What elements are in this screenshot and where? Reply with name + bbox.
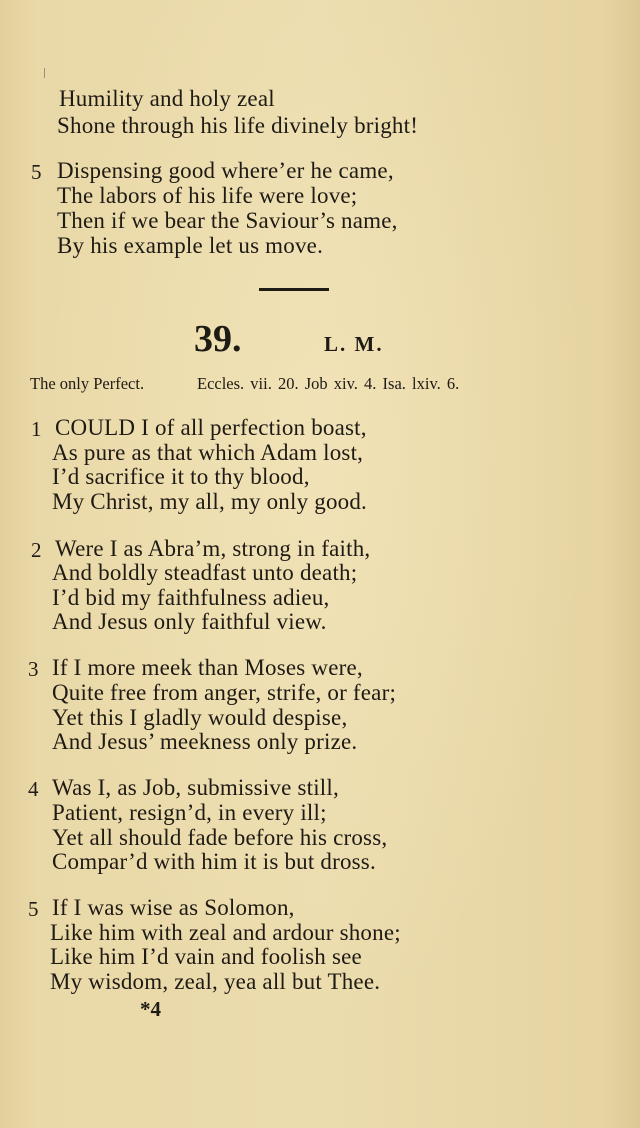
verse-line: Dispensing good where’er he came, — [57, 158, 394, 183]
stanza-number: 5 — [31, 160, 42, 184]
verse-line: Compar’d with him it is but dross. — [52, 849, 376, 874]
verse-line: As pure as that which Adam lost, — [52, 440, 364, 465]
stanza-number: 4 — [28, 777, 39, 801]
verse-line: If I was wise as Solomon, — [52, 895, 295, 920]
verse-line: And Jesus’ meekness only prize. — [52, 729, 358, 754]
verse-line: If I more meek than Moses were, — [52, 655, 363, 680]
verse-line: And boldly steadfast unto death; — [52, 560, 358, 585]
verse-line: COULD I of all perfection boast, — [55, 415, 367, 440]
stanza-number: 2 — [31, 538, 42, 562]
hymn-meter: L. M. — [324, 332, 384, 356]
stanza-number: 1 — [31, 417, 42, 441]
verse-line: Like him with zeal and ardour shone; — [50, 920, 401, 945]
verse-line: Shone through his life divinely bright! — [57, 113, 419, 138]
verse-line: Was I, as Job, submissive still, — [52, 775, 339, 800]
scripture-reference: Eccles. vii. 20. Job xiv. 4. Isa. lxiv. 6. — [197, 374, 460, 393]
verse-line: By his example let us move. — [57, 233, 324, 258]
printer-signature: *4 — [140, 997, 161, 1021]
verse-line: I’d sacrifice it to thy blood, — [52, 464, 310, 489]
verse-line: Patient, resign’d, in every ill; — [52, 800, 327, 825]
verse-line: Yet all should fade before his cross, — [52, 825, 388, 850]
verse-line: I’d bid my faithfulness adieu, — [52, 585, 330, 610]
verse-line: Yet this I gladly would despise, — [52, 705, 348, 730]
stanza-number: 5 — [28, 897, 39, 921]
hymn-number: 39. — [194, 318, 242, 360]
verse-line: Were I as Abra’m, strong in faith, — [55, 536, 371, 561]
hymn-subject: The only Perfect. — [30, 374, 145, 393]
verse-line: Then if we bear the Saviour’s name, — [57, 208, 398, 233]
verse-line: Quite free from anger, strife, or fear; — [52, 680, 397, 705]
section-divider — [259, 288, 329, 291]
verse-line: My Christ, my all, my only good. — [52, 489, 367, 514]
verse-line: My wisdom, zeal, yea all but Thee. — [50, 969, 381, 994]
verse-line: The labors of his life were love; — [57, 183, 358, 208]
stanza-number: 3 — [28, 657, 39, 681]
verse-line: Like him I’d vain and foolish see — [50, 944, 362, 969]
verse-line: Humility and holy zeal — [59, 86, 275, 111]
margin-mark — [44, 68, 45, 78]
verse-line: And Jesus only faithful view. — [52, 609, 327, 634]
